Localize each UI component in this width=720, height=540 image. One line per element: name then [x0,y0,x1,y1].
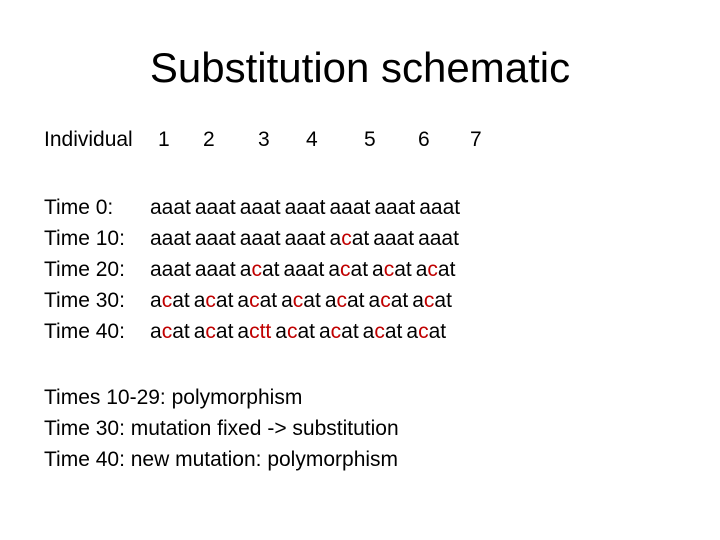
dna-sequence [150,192,191,223]
base-segment: a [362,320,375,343]
base-segment: a [412,289,424,312]
base-segment: a [237,320,250,343]
base-segment: aaat [194,258,236,281]
mutated-base: c [340,258,351,281]
base-segment: at [215,320,234,343]
base-segment: aaat [194,227,236,250]
dna-sequence [237,316,271,347]
base-segment: aaat [284,227,326,250]
individual-number: 3 [258,128,270,151]
mutated-base: c [374,320,385,343]
time-label: Time 10: [44,227,125,250]
individual-number: 5 [364,128,376,151]
base-segment: at [437,258,456,281]
base-segment: at [259,289,278,312]
base-segment: at [428,320,447,343]
base-segment: a [275,320,287,343]
note-line: Time 30: mutation fixed -> substitution [44,417,399,440]
base-segment: a [372,258,384,281]
mutated-base: c [423,289,435,312]
base-segment: aaat [419,196,461,219]
sequence-list [150,192,464,223]
sequence-list [150,254,459,285]
dna-sequence [237,285,277,316]
dna-sequence [418,223,459,254]
base-segment: a [281,289,293,312]
dna-sequence [369,285,409,316]
mutated-base: c [161,320,173,343]
individual-label: Individual [44,128,133,151]
mutated-base: c [286,320,298,343]
base-segment: at [350,258,369,281]
base-segment: a [237,289,250,312]
base-segment: aaat [418,227,459,250]
base-segment: at [215,289,234,312]
dna-sequence [281,285,321,316]
dna-sequence [416,254,456,285]
dna-sequence [150,223,191,254]
base-segment: aaat [150,258,191,281]
base-segment: a [329,227,342,250]
note-line: Times 10-29: polymorphism [44,386,303,409]
individual-header-row [0,128,720,158]
dna-sequence [325,285,365,316]
mutated-base: c [341,227,352,250]
mutated-base: c [330,320,342,343]
dna-sequence [240,192,281,223]
base-segment: a [239,258,252,281]
time-label: Time 30: [44,289,125,312]
sequence-list [150,316,450,347]
base-segment: at [394,258,412,281]
note-line: Time 40: new mutation: polymorphism [44,448,399,471]
dna-sequence [195,192,236,223]
dna-sequence [195,223,236,254]
mutated-base: c [205,289,216,312]
dna-sequence [328,254,368,285]
dna-sequence [285,223,326,254]
base-segment: a [368,289,381,312]
dna-sequence [283,254,324,285]
individual-number: 1 [158,128,170,151]
base-segment: a [318,320,331,343]
base-segment: aaat [373,227,415,250]
sequence-list [150,223,463,254]
base-segment: at [390,289,409,312]
individual-number: 6 [418,128,430,151]
mutated-base: c [380,289,391,312]
base-segment: at [347,289,365,312]
dna-sequence [412,285,452,316]
base-segment: a [193,289,206,312]
mutated-base: c [249,289,260,312]
base-segment: aaat [329,196,371,219]
base-segment: a [324,289,337,312]
dna-sequence [150,316,190,347]
mutated-base: c [251,258,262,281]
base-segment: aaat [239,196,281,219]
dna-sequence [373,223,414,254]
base-segment: aaat [283,258,325,281]
base-segment: at [384,320,403,343]
dna-sequence [363,316,403,347]
base-segment: aaat [194,196,236,219]
individual-number: 7 [470,128,482,151]
time-label: Time 40: [44,320,125,343]
mutated-base: c [205,320,216,343]
dna-sequence [240,254,280,285]
mutated-base: c [418,320,429,343]
base-segment: a [193,320,206,343]
mutated-base: c [292,289,304,312]
base-segment: a [150,320,162,343]
dna-sequence [319,316,359,347]
dna-sequence [330,223,370,254]
dna-sequence [195,254,236,285]
mutated-base: c [383,258,395,281]
individual-number: 2 [203,128,215,151]
dna-sequence [285,192,326,223]
slide-title: Substitution schematic [149,44,571,91]
base-segment: a [406,320,419,343]
base-segment: a [415,258,428,281]
time-label: Time 20: [44,258,125,281]
base-segment: aaat [150,227,191,250]
dna-sequence [240,223,281,254]
base-segment: aaat [284,196,326,219]
dna-sequence [150,254,191,285]
time-label: Time 0: [44,196,114,219]
dna-sequence [194,285,234,316]
dna-sequence [194,316,234,347]
base-segment: aaat [150,196,191,219]
base-segment: at [303,289,321,312]
base-segment: aaat [239,227,281,250]
dna-sequence [150,285,190,316]
dna-sequence [275,316,315,347]
base-segment: at [261,258,280,281]
mutated-base: c [161,289,173,312]
base-segment: at [351,227,370,250]
dna-sequence [372,254,412,285]
individual-number: 4 [306,128,318,151]
dna-sequence [406,316,446,347]
base-segment: at [172,289,190,312]
base-segment: a [150,289,162,312]
base-segment: at [297,320,315,343]
dna-sequence [419,192,460,223]
base-segment: a [328,258,341,281]
base-segment: at [172,320,190,343]
mutated-base: ctt [249,320,272,343]
dna-sequence [374,192,415,223]
mutated-base: c [336,289,347,312]
mutated-base: c [427,258,438,281]
base-segment: at [341,320,359,343]
sequence-list [150,285,456,316]
dna-sequence [330,192,371,223]
notes [44,382,399,475]
base-segment: aaat [374,196,416,219]
base-segment: at [434,289,452,312]
